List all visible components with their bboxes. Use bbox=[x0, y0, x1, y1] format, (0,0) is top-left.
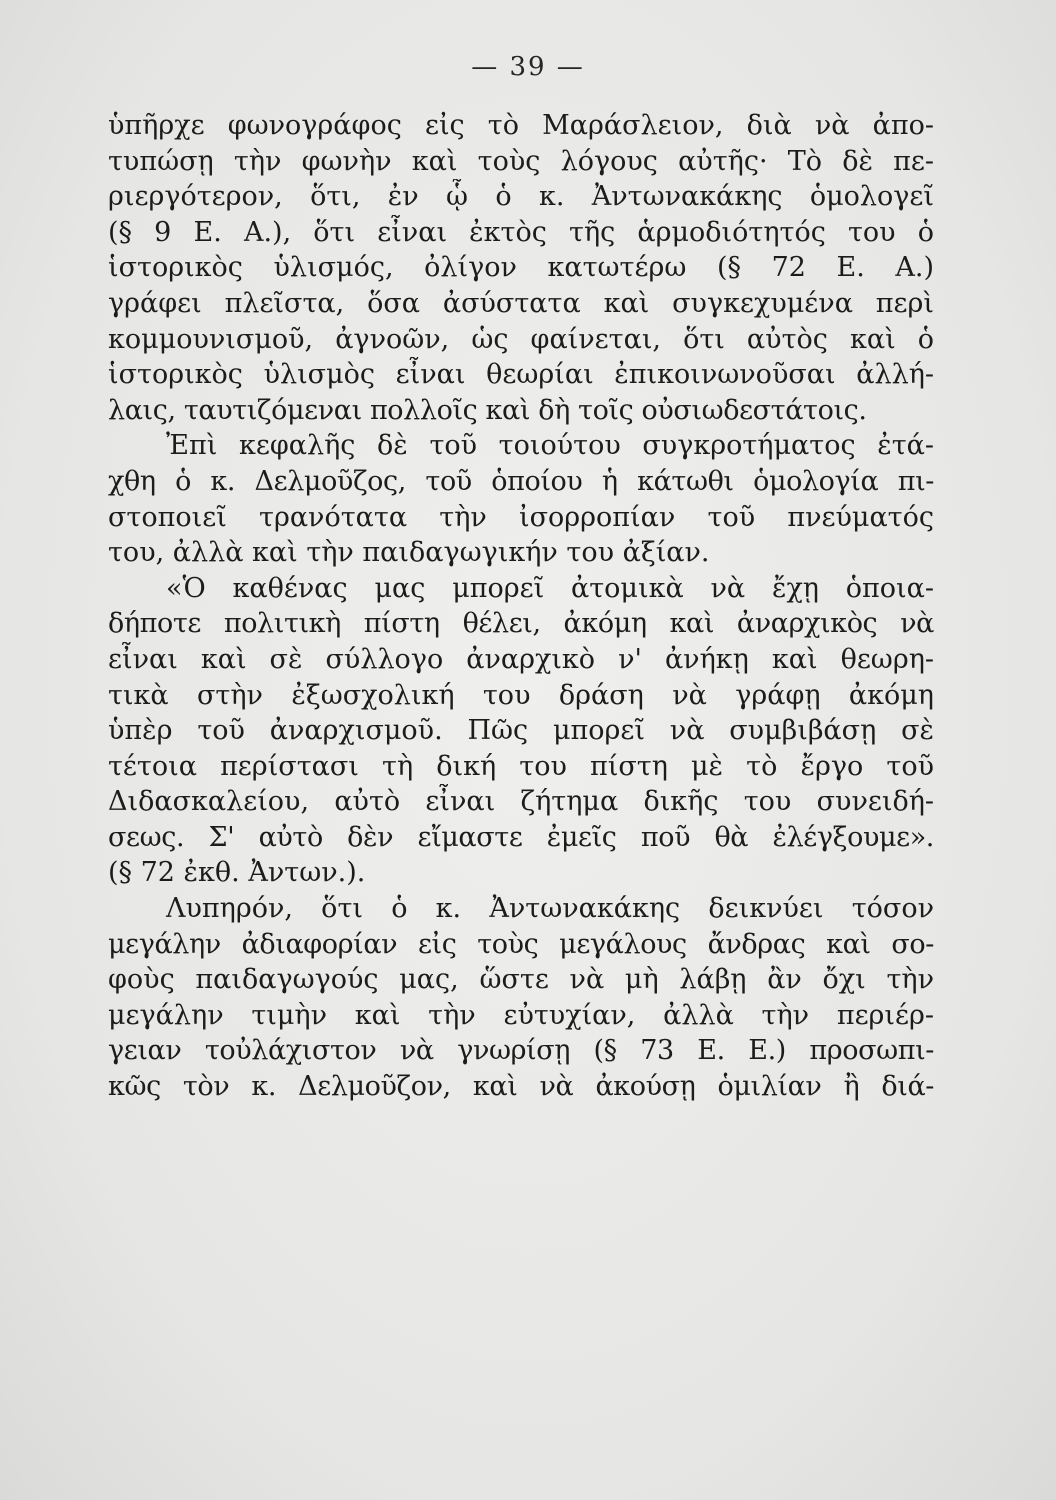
text-line: εἶναι καὶ σὲ σύλλογο ἀναρχικὸ ν' ἀνήκῃ καὶ θεωρη- bbox=[108, 643, 934, 675]
text-line: ριεργότερον, ὅτι, ἐν ᾧ ὁ κ. Ἀντωνακάκης ὁμολογεῖ bbox=[108, 181, 934, 213]
text-line: λαις, ταυτιζόμεναι πολλοῖς καὶ δὴ τοῖς οὐσιωδεστάτοις. bbox=[108, 394, 867, 426]
text-line: μεγάλην ἀδιαφορίαν εἰς τοὺς μεγάλους ἄνδρας καὶ σο- bbox=[108, 928, 934, 960]
text-line: γειαν τοὐλάχιστον νὰ γνωρίσῃ (§ 73 Ε. Ε.) προσωπι- bbox=[108, 1035, 934, 1067]
text-line: σεως. Σ' αὐτὸ δὲν εἴμαστε ἐμεῖς ποῦ θὰ ἐλέγξουμε». bbox=[108, 821, 934, 853]
text-line: ἱστορικὸς ὑλισμός, ὀλίγον κατωτέρω (§ 72 Ε. Α.) bbox=[108, 252, 934, 284]
text-line: τικὰ στὴν ἐξωσχολική του δράση νὰ γράφῃ ἀκόμη bbox=[108, 679, 934, 711]
text-line: γράφει πλεῖστα, ὅσα ἀσύστατα καὶ συγκεχυμένα περὶ bbox=[108, 287, 934, 319]
text-line: χθη ὁ κ. Δελμοῦζος, τοῦ ὁποίου ἡ κάτωθι ὁμολογία πι- bbox=[108, 465, 934, 497]
text-line: (§ 9 Ε. Α.), ὅτι εἶναι ἐκτὸς τῆς ἁρμοδιότητός του ὁ bbox=[108, 216, 934, 248]
text-line: Ἐπὶ κεφαλῆς δὲ τοῦ τοιούτου συγκροτήματος ἐτά- bbox=[166, 430, 934, 462]
text-line: (§ 72 ἐκθ. Ἀντων.). bbox=[108, 857, 366, 889]
text-line: τέτοια περίστασι τὴ δική του πίστη μὲ τὸ ἔργο τοῦ bbox=[108, 750, 934, 782]
text-line: στοποιεῖ τρανότατα τὴν ἰσορροπίαν τοῦ πνεύματός bbox=[108, 501, 934, 533]
text-line: δήποτε πολιτικὴ πίστη θέλει, ἀκόμη καὶ ἀναρχικὸς νὰ bbox=[108, 608, 934, 640]
text-line: ὑπῆρχε φωνογράφος εἰς τὸ Μαράσλειον, διὰ νὰ ἀπο- bbox=[108, 110, 934, 141]
text-line: Διδασκαλείου, αὐτὸ εἶναι ζήτημα δικῆς του συνειδή- bbox=[108, 786, 934, 818]
page-number: — 39 — bbox=[471, 52, 585, 82]
text-line: κῶς τὸν κ. Δελμοῦζον, καὶ νὰ ἀκούσῃ ὁμιλίαν ἢ διά- bbox=[108, 1071, 934, 1103]
text-line: μεγάλην τιμὴν καὶ τὴν εὐτυχίαν, ἀλλὰ τὴν περιέρ- bbox=[108, 999, 934, 1031]
text-line: Λυπηρόν, ὅτι ὁ κ. Ἀντωνακάκης δεικνύει τόσον bbox=[166, 893, 934, 925]
text-line: του, ἀλλὰ καὶ τὴν παιδαγωγικήν του ἀξίαν. bbox=[108, 537, 710, 569]
body-text bbox=[108, 108, 934, 1105]
text-line: κομμουνισμοῦ, ἀγνοῶν, ὡς φαίνεται, ὅτι αὐτὸς καὶ ὁ bbox=[108, 323, 934, 355]
text-line: φοὺς παιδαγωγούς μας, ὥστε νὰ μὴ λάβῃ ἂν ὄχι τὴν bbox=[108, 964, 934, 996]
text-line: τυπώσῃ τὴν φωνὴν καὶ τοὺς λόγους αὐτῆς· Τὸ δὲ πε- bbox=[108, 145, 934, 177]
text-line: ὑπὲρ τοῦ ἀναρχισμοῦ. Πῶς μπορεῖ νὰ συμβιβάσῃ σὲ bbox=[108, 715, 934, 747]
text-line: ἱστορικὸς ὑλισμὸς εἶναι θεωρίαι ἐπικοινωνοῦσαι ἀλλή- bbox=[108, 359, 934, 391]
text-line: «Ὁ καθένας μας μπορεῖ ἀτομικὰ νὰ ἔχῃ ὁποια- bbox=[166, 572, 934, 604]
